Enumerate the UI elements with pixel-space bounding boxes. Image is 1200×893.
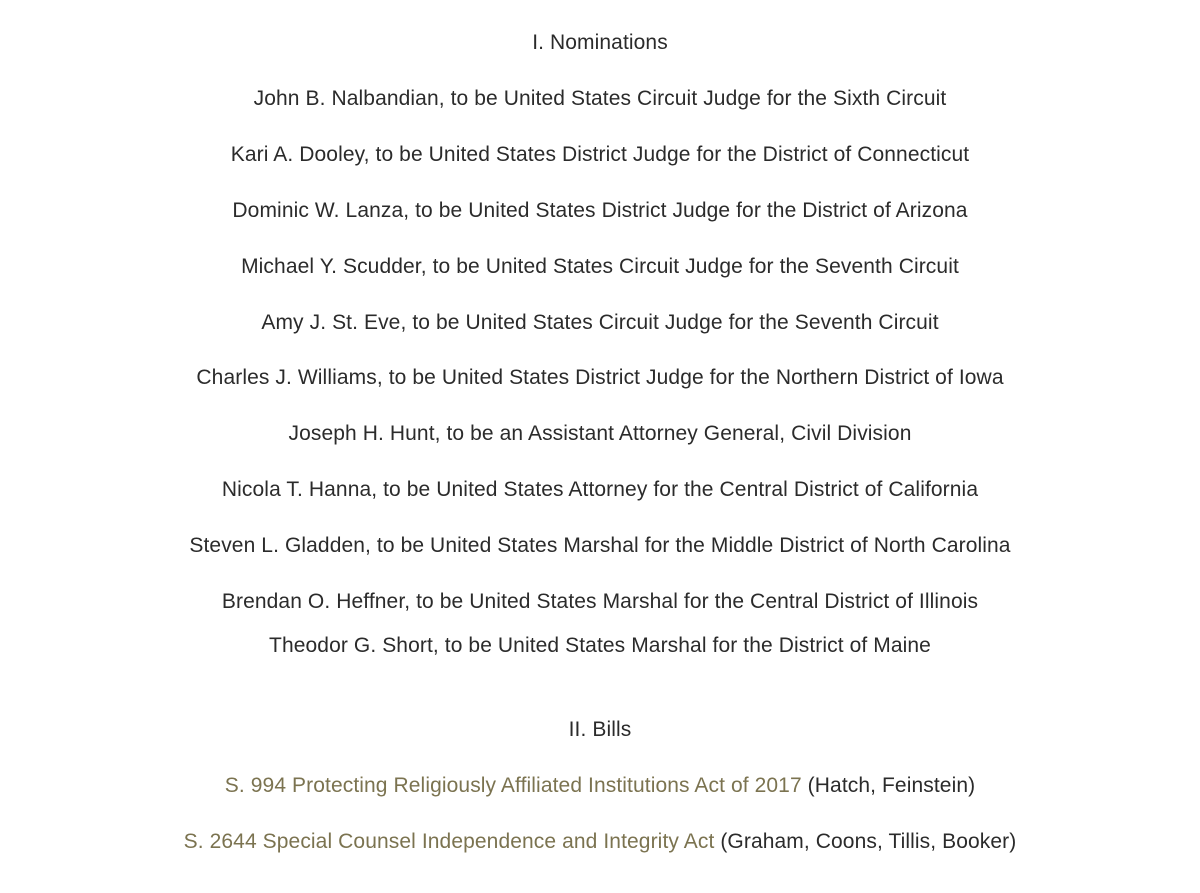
nomination-item-9: Steven L. Gladden, to be United States Marshal for the Middle District of North Carolina	[189, 534, 1011, 557]
nomination-item-11: Theodor G. Short, to be United States Marshal for the District of Maine	[269, 634, 931, 657]
bill-sponsors: (Hatch, Feinstein)	[801, 774, 976, 797]
nomination-item-1: John B. Nalbandian, to be United States Circuit Judge for the Sixth Circuit	[253, 87, 947, 110]
nomination-item-8: Nicola T. Hanna, to be United States Attorney for the Central District of California	[221, 478, 979, 501]
bills-heading: II. Bills	[568, 718, 632, 741]
nomination-item-3: Dominic W. Lanza, to be United States District Judge for the District of Arizona	[232, 199, 968, 222]
bill-item-2	[0, 828, 1200, 856]
nominations-heading: I. Nominations	[532, 31, 668, 54]
nomination-item-4: Michael Y. Scudder, to be United States Circuit Judge for the Seventh Circuit	[241, 255, 959, 278]
nomination-item-6: Charles J. Williams, to be United States District Judge for the Northern District of Iowa	[196, 366, 1004, 389]
nomination-item-10: Brendan O. Heffner, to be United States Marshal for the Central District of Illinois	[221, 590, 979, 613]
bill-link-s2644[interactable]: S. 2644 Special Counsel Independence and Integrity Act	[183, 830, 715, 853]
nomination-item-5: Amy J. St. Eve, to be United States Circuit Judge for the Seventh Circuit	[261, 311, 939, 334]
bill-sponsors: (Graham, Coons, Tillis, Booker)	[714, 830, 1017, 853]
bill-item-1	[0, 772, 1200, 800]
nomination-item-2: Kari A. Dooley, to be United States District Judge for the District of Connecticut	[230, 143, 970, 166]
bill-link-s994[interactable]: S. 994 Protecting Religiously Affiliated Institutions Act of 2017	[224, 774, 802, 797]
nomination-item-7: Joseph H. Hunt, to be an Assistant Attorney General, Civil Division	[288, 422, 912, 445]
